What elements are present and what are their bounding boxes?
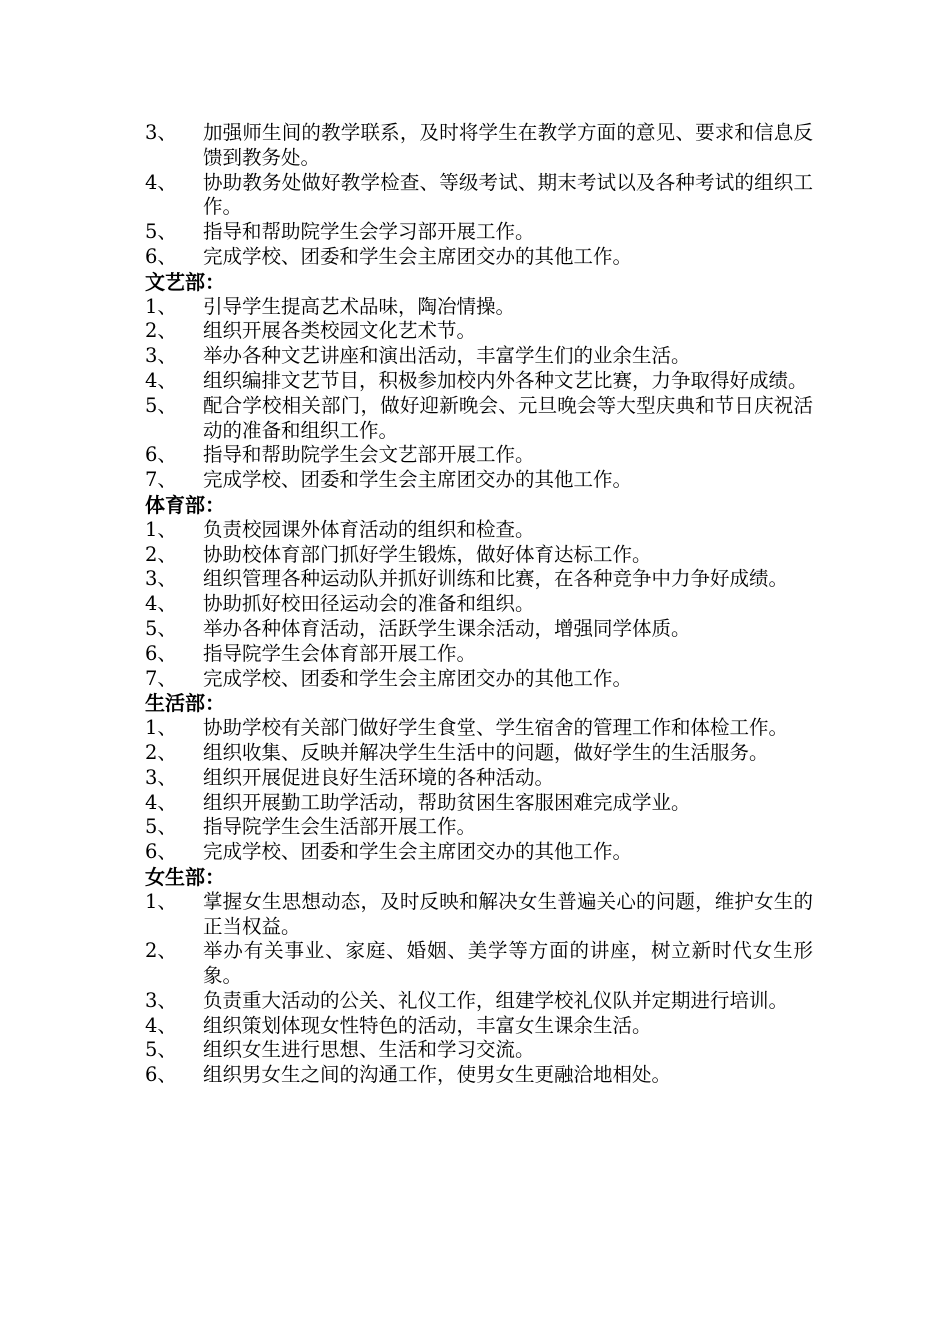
item-text: 举办各种体育活动，活跃学生课余活动，增强同学体质。: [203, 616, 691, 640]
list-item: [145, 617, 813, 642]
item-number: 5、: [145, 815, 177, 839]
item-text: 组织策划体现女性特色的活动，丰富女生课余生活。: [203, 1013, 652, 1037]
section: [145, 270, 813, 493]
list-item: [145, 939, 813, 989]
item-number: 1、: [145, 294, 177, 318]
item-number: 6、: [145, 1063, 177, 1087]
item-number: 1、: [145, 517, 177, 541]
item-text: 指导和帮助院学生会学习部开展工作。: [203, 220, 535, 244]
list-item: [145, 890, 813, 940]
list-item: [145, 394, 813, 444]
list-item: [145, 1038, 813, 1063]
list-item: [145, 543, 813, 568]
item-number: 6、: [145, 443, 177, 467]
list-item: [145, 220, 813, 245]
list-item: [145, 791, 813, 816]
list-item: [145, 815, 813, 840]
item-number: 3、: [145, 121, 177, 144]
section-heading: 生活部：: [145, 691, 225, 716]
list-item: [145, 989, 813, 1014]
item-number: 3、: [145, 344, 177, 368]
list-item: [145, 567, 813, 592]
item-number: 1、: [145, 716, 177, 740]
list-item: [145, 840, 813, 865]
list-item: [145, 1014, 813, 1039]
section: [145, 865, 813, 1088]
item-text: 完成学校、团委和学生会主席团交办的其他工作。: [203, 840, 633, 864]
list-item: [145, 245, 813, 270]
item-text: 负责重大活动的公关、礼仪工作，组建学校礼仪队并定期进行培训。: [203, 988, 789, 1012]
item-number: 6、: [145, 641, 177, 665]
item-text: 配合学校相关部门，做好迎新晚会、元旦晚会等大型庆典和节日庆祝活动的准备和组织工作。: [203, 393, 813, 442]
item-text: 组织开展促进良好生活环境的各种活动。: [203, 765, 555, 789]
section-heading: 文艺部：: [145, 269, 225, 294]
item-text: 指导院学生会体育部开展工作。: [203, 641, 477, 665]
list-item: [145, 766, 813, 791]
item-text: 完成学校、团委和学生会主席团交办的其他工作。: [203, 468, 633, 492]
list-item: [145, 1063, 813, 1088]
item-number: 6、: [145, 244, 177, 268]
section: [145, 691, 813, 865]
list-item: [145, 592, 813, 617]
item-number: 2、: [145, 740, 177, 764]
list-item: [145, 319, 813, 344]
item-number: 2、: [145, 319, 177, 343]
item-text: 协助抓好校田径运动会的准备和组织。: [203, 592, 535, 616]
list-item: [145, 518, 813, 543]
item-text: 组织开展各类校园文化艺术节。: [203, 319, 477, 343]
section-heading: 体育部：: [145, 492, 225, 517]
list-item: [145, 369, 813, 394]
section: [145, 493, 813, 691]
item-text: 协助校体育部门抓好学生锻炼，做好体育达标工作。: [203, 542, 652, 566]
item-text: 协助学校有关部门做好学生食堂、学生宿舍的管理工作和体检工作。: [203, 716, 789, 740]
list-item: [145, 468, 813, 493]
item-number: 3、: [145, 988, 177, 1012]
item-text: 协助教务处做好教学检查、等级考试、期末考试以及各种考试的组织工作。: [203, 170, 813, 219]
item-number: 4、: [145, 170, 177, 194]
item-text: 掌握女生思想动态，及时反映和解决女生普遍关心的问题，维护女生的正当权益。: [203, 889, 813, 938]
item-number: 7、: [145, 666, 177, 690]
item-number: 3、: [145, 567, 177, 591]
list-item: [145, 741, 813, 766]
section: [145, 121, 813, 270]
item-text: 举办有关事业、家庭、婚姻、美学等方面的讲座，树立新时代女生形象。: [203, 939, 813, 988]
item-text: 组织男女生之间的沟通工作，使男女生更融洽地相处。: [203, 1063, 672, 1087]
document-body: [145, 121, 813, 1088]
item-text: 举办各种文艺讲座和演出活动，丰富学生们的业余生活。: [203, 344, 691, 368]
item-text: 指导院学生会生活部开展工作。: [203, 815, 477, 839]
list-item: [145, 121, 813, 171]
item-text: 组织编排文艺节目，积极参加校内外各种文艺比赛，力争取得好成绩。: [203, 368, 808, 392]
item-number: 5、: [145, 1038, 177, 1062]
item-number: 2、: [145, 939, 177, 963]
section-heading: 女生部：: [145, 864, 225, 889]
list-item: [145, 344, 813, 369]
item-text: 组织女生进行思想、生活和学习交流。: [203, 1038, 535, 1062]
item-number: 2、: [145, 542, 177, 566]
item-number: 5、: [145, 393, 177, 417]
item-number: 4、: [145, 790, 177, 814]
list-item: [145, 171, 813, 221]
item-text: 组织管理各种运动队并抓好训练和比赛，在各种竞争中力争好成绩。: [203, 567, 789, 591]
list-item: [145, 642, 813, 667]
item-text: 指导和帮助院学生会文艺部开展工作。: [203, 443, 535, 467]
item-number: 4、: [145, 1013, 177, 1037]
item-text: 负责校园课外体育活动的组织和检查。: [203, 517, 535, 541]
item-number: 5、: [145, 220, 177, 244]
item-number: 5、: [145, 616, 177, 640]
item-number: 6、: [145, 840, 177, 864]
item-text: 引导学生提高艺术品味，陶冶情操。: [203, 294, 516, 318]
item-number: 4、: [145, 592, 177, 616]
item-text: 完成学校、团委和学生会主席团交办的其他工作。: [203, 666, 633, 690]
item-number: 7、: [145, 468, 177, 492]
item-text: 完成学校、团委和学生会主席团交办的其他工作。: [203, 244, 633, 268]
item-text: 组织收集、反映并解决学生生活中的问题，做好学生的生活服务。: [203, 740, 769, 764]
list-item: [145, 716, 813, 741]
item-text: 组织开展勤工助学活动，帮助贫困生客服困难完成学业。: [203, 790, 691, 814]
list-item: [145, 443, 813, 468]
list-item: [145, 667, 813, 692]
item-number: 3、: [145, 765, 177, 789]
item-number: 4、: [145, 368, 177, 392]
item-text: 加强师生间的教学联系，及时将学生在教学方面的意见、要求和信息反馈到教务处。: [203, 121, 813, 169]
item-number: 1、: [145, 889, 177, 913]
list-item: [145, 295, 813, 320]
